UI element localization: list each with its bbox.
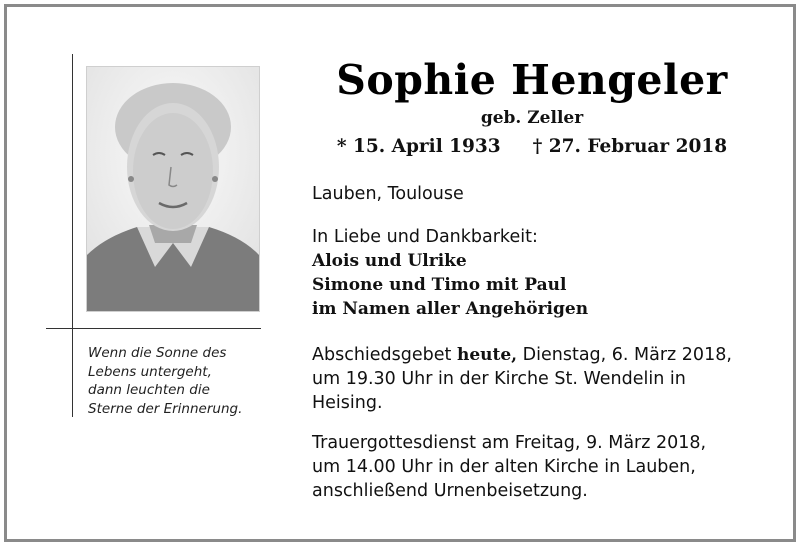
- mourners-block: [312, 225, 772, 321]
- service-line: Trauergottesdienst am Freitag, 9. März 2018,: [312, 433, 707, 453]
- decorative-vertical-rule: [72, 54, 73, 417]
- farewell-prefix: Abschiedsgebet: [312, 345, 457, 365]
- service-block: [312, 431, 772, 503]
- memorial-quote: [88, 344, 268, 418]
- farewell-suffix: Dienstag, 6. März 2018,: [517, 345, 732, 365]
- farewell-line: Heising.: [312, 393, 383, 413]
- decorative-horizontal-rule: [46, 328, 261, 329]
- farewell-line: [312, 343, 772, 367]
- farewell-emphasis: heute,: [456, 345, 518, 365]
- quote-line: Lebens untergeht,: [88, 363, 212, 380]
- life-dates: [312, 135, 752, 159]
- farewell-line: um 19.30 Uhr in der Kirche St. Wendelin in: [312, 369, 686, 389]
- service-line: um 14.00 Uhr in der alten Kirche in Lauben,: [312, 457, 696, 477]
- death-date: † 27. Februar 2018: [532, 136, 728, 157]
- service-line: anschließend Urnenbeisetzung.: [312, 481, 588, 501]
- mourners-intro: In Liebe und Dankbarkeit:: [312, 227, 538, 247]
- birth-name: geb. Zeller: [480, 108, 584, 128]
- birth-date: * 15. April 1933: [336, 136, 501, 157]
- portrait-photo: [86, 66, 260, 312]
- places-text: Lauben, Toulouse: [312, 184, 464, 204]
- mourner-name: Alois und Ulrike: [312, 251, 467, 271]
- quote-line: dann leuchten die: [88, 382, 210, 398]
- mourner-name: im Namen aller Angehörigen: [312, 299, 589, 319]
- portrait-illustration: [87, 67, 259, 311]
- mourner-name: Simone und Timo mit Paul: [312, 275, 567, 295]
- quote-line: Wenn die Sonne des: [88, 345, 227, 361]
- quote-line: Sterne der Erinnerung.: [88, 400, 243, 417]
- places-block: [312, 182, 772, 206]
- farewell-block: [312, 343, 772, 415]
- deceased-name: Sophie Hengeler: [336, 56, 728, 104]
